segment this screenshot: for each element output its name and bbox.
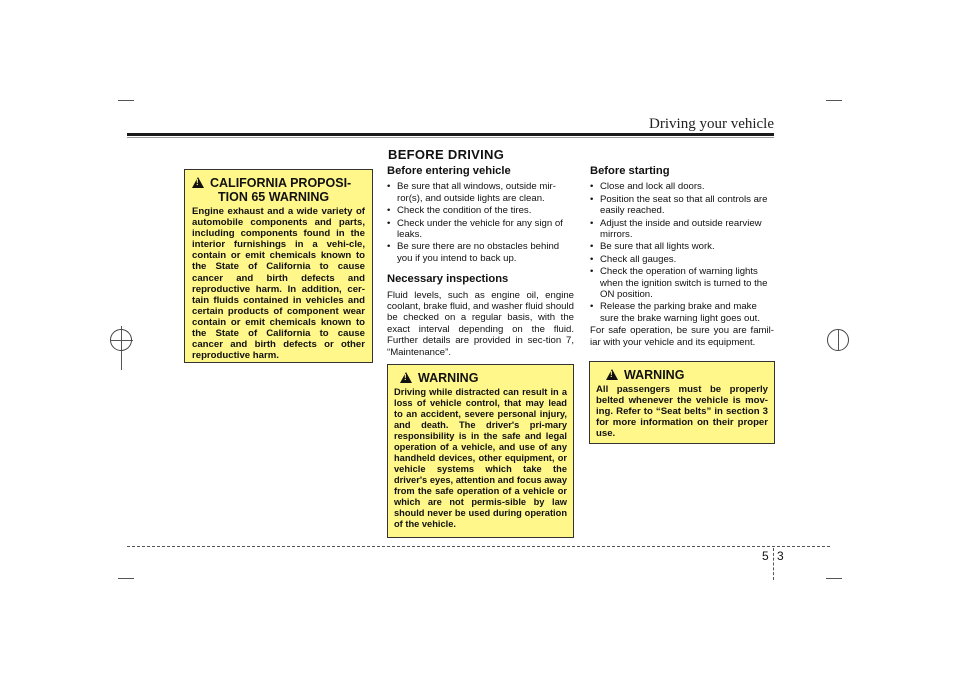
seatbelt-warning-header (596, 368, 768, 382)
before-entering-list (387, 181, 574, 264)
list-item: • Adjust the inside and outside rearview mirrors. (590, 218, 774, 241)
crop-mark (118, 578, 134, 579)
list-item: • Check under the vehicle for any sign of leaks. (387, 218, 574, 241)
list-item: • Close and lock all doors. (590, 181, 774, 192)
list-item: • Check all gauges. (590, 254, 774, 265)
warning-triangle-icon (400, 372, 412, 383)
list-item: • Be sure that all windows, outside mir-ror(s), and outside lights are clean. (387, 181, 574, 204)
warning-triangle-icon (606, 369, 618, 380)
before-starting-list (590, 181, 774, 324)
chapter-title: Driving your vehicle (649, 116, 774, 132)
california-warning-text: Engine exhaust and a wide variety of automobile components and parts, including components found in the interior furnishings in a vehi-cle, contain or emit chemicals known to the State of California to cause cancer and birth defects and reproductive harm. In addition, cer-tain fluids contained in vehicles and certain products of component wear contain or emit chemicals known to the State of California to cause cancer and birth defects or other reproductive harm. (192, 206, 365, 362)
before-entering-section (387, 166, 574, 358)
list-item: • Be sure there are no obstacles behind you if you intend to back up. (387, 241, 574, 264)
distraction-warning-title: WARNING (418, 371, 479, 385)
california-warning-box (184, 169, 373, 363)
crop-mark (826, 100, 842, 101)
distraction-warning-box (387, 364, 574, 538)
chapter-number: 5 (762, 549, 769, 563)
before-entering-heading: Before entering vehicle (387, 165, 511, 177)
list-item: • Check the operation of warning lights when the ignition switch is turned to the ON position. (590, 266, 774, 300)
header-rule-thin (127, 137, 774, 138)
distraction-warning-text: Driving while distracted can result in a loss of vehicle control, that may lead to an accident, severe personal injury, and death. The driver's pri-mary responsibility is in the safe and legal operation of a vehicle, and use of any handheld devices, other equipment, or vehicle systems which take the driver's eyes, attention and focus away from the safe operation of a vehicle or which are not permis-sible by law should never be used during operation of the vehicle. (394, 387, 567, 529)
distraction-warning-header (394, 371, 567, 385)
page-number: 3 (777, 549, 784, 563)
inspections-text: Fluid levels, such as engine oil, engine coolant, brake fluid, and washer fluid should be checked on a regular basis, with the exact interval depending on the fluid. Further details are provided in sec-tion 7, “Maintenance”. (387, 289, 574, 358)
seatbelt-warning-box (589, 361, 775, 444)
header-rule (127, 133, 774, 136)
list-item: • Release the parking brake and make sure the brake warning light goes out. (590, 301, 774, 324)
list-item: • Check the condition of the tires. (387, 205, 574, 216)
crop-mark (118, 100, 134, 101)
list-item: • Be sure that all lights work. (590, 241, 774, 252)
seatbelt-warning-title: WARNING (624, 368, 685, 382)
warning-triangle-icon (192, 177, 204, 188)
before-starting-note: For safe operation, be sure you are famil-iar with your vehicle and its equipment. (590, 325, 774, 348)
registration-circle (827, 329, 849, 351)
before-starting-heading: Before starting (590, 165, 670, 177)
crop-mark (826, 578, 842, 579)
list-item: • Position the seat so that all controls are easily reached. (590, 194, 774, 217)
registration-circle (110, 329, 132, 351)
footer-divider (773, 548, 774, 580)
before-starting-section (590, 166, 774, 348)
inspections-heading: Necessary inspections (387, 273, 509, 286)
seatbelt-warning-text: All passengers must be properly belted whenever the vehicle is mov-ing. Refer to “Seat belts” in section 3 for more information on their proper use. (596, 384, 768, 440)
california-warning-header (192, 176, 365, 204)
section-title: BEFORE DRIVING (388, 147, 505, 162)
california-warning-title: CALIFORNIA PROPOSI- TION 65 WARNING (210, 176, 352, 204)
footer-rule (127, 546, 830, 547)
